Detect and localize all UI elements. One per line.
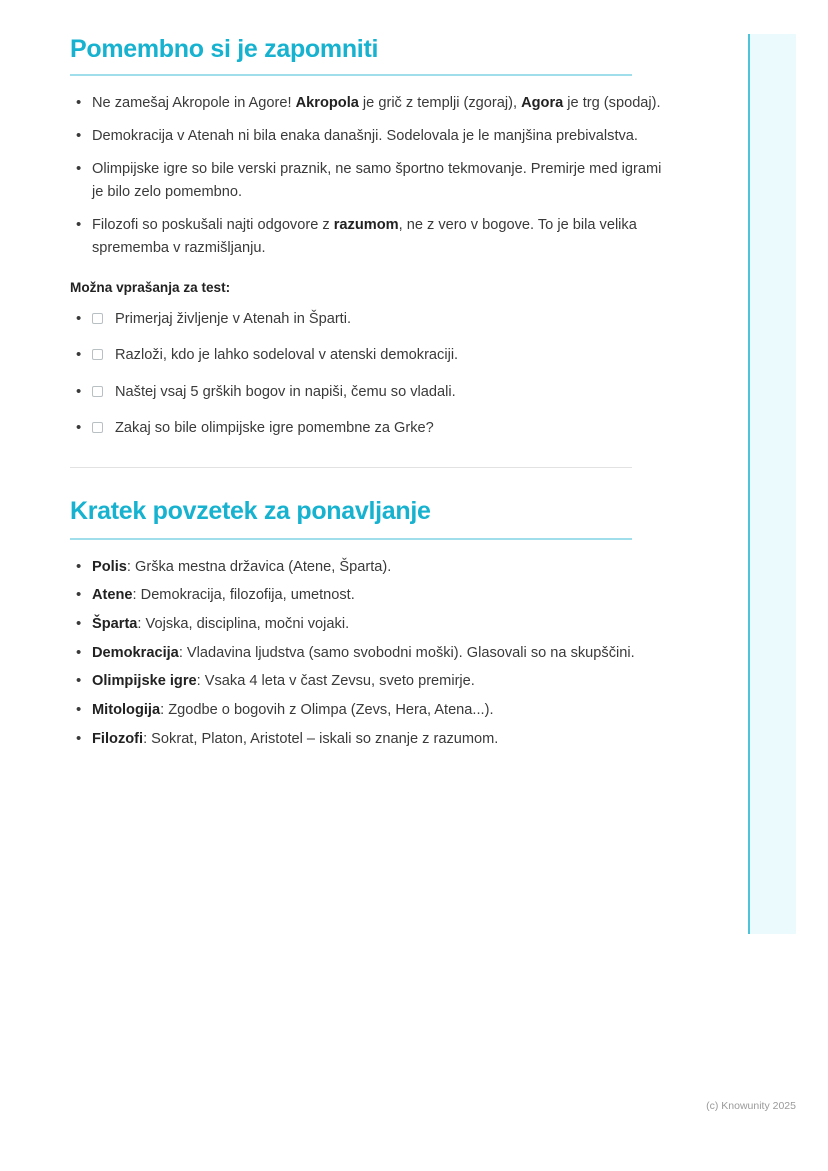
emphasis-term: Mitologija (92, 701, 161, 718)
emphasis-term: Polis (92, 558, 127, 575)
body-text: : Demokracija, filozofija, umetnost. (132, 587, 355, 604)
summary-list (70, 556, 670, 751)
list-item (92, 214, 670, 261)
body-text: : Vojska, disciplina, močni vojaki. (137, 616, 350, 632)
body-text: Olimpijske igre so bile verski praznik, ne samo športno tekmovanje. Premirje med igrami je bilo zelo pomembno. (92, 160, 662, 201)
list-item (92, 584, 670, 608)
body-text: je grič z templji (zgoraj), (358, 95, 522, 112)
list-item (92, 699, 670, 723)
list-item (92, 728, 670, 752)
emphasis-term: razumom (333, 216, 399, 233)
emphasis-term: Olimpijske igre (92, 673, 197, 690)
emphasis-term: Akropola (295, 95, 359, 112)
body-text: : Grška mestna državica (Atene, Šparta). (126, 558, 392, 575)
checklist-label: • Naštej vsaj 5 grških bogov in napiši, čemu so vladali. (115, 383, 456, 400)
list-item (92, 381, 670, 404)
emphasis-term: Demokracija (92, 644, 179, 661)
list-item (92, 125, 670, 149)
key-points-list (70, 92, 670, 261)
list-item (92, 670, 670, 694)
emphasis-term: Atene (92, 587, 133, 604)
checkbox-icon[interactable] (92, 422, 103, 433)
body-text: , ne z vero v bogove. To je bila velika sprememba v razmišljanju. (92, 216, 637, 257)
body-text: : Vsaka 4 leta v čast Zevsu, sveto premirje. (196, 673, 475, 690)
body-text: : Vladavina ljudstva (samo svobodni moški). Glasovali so na skupščini. (178, 644, 635, 661)
section-povzetek (70, 496, 670, 751)
title-underline (70, 74, 632, 76)
list-item (92, 417, 670, 440)
body-text: je trg (spodaj). (563, 95, 661, 112)
copyright-label: (c) Knowunity 2025 (706, 1100, 796, 1112)
list-item (92, 92, 670, 116)
section-divider (70, 467, 632, 468)
emphasis-term: Filozofi (92, 730, 144, 747)
summary-title: Kratek povzetek za ponavljanje (70, 497, 431, 526)
section-pomembno (70, 34, 670, 440)
body-text: Filozofi so poskušali najti odgovore z (92, 216, 334, 233)
list-item (92, 308, 670, 331)
document-content (70, 34, 670, 756)
body-text: : Zgodbe o bogovih z Olimpa (Zevs, Hera, Atena...). (160, 701, 494, 718)
decorative-side-strip (748, 34, 796, 934)
list-item (92, 556, 670, 580)
emphasis-term: Šparta (92, 616, 138, 632)
checkbox-icon[interactable] (92, 313, 103, 324)
body-text: : Sokrat, Platon, Aristotel – iskali so znanje z razumom. (143, 730, 499, 747)
checklist-label: • Zakaj so bile olimpijske igre pomembne za Grke? (115, 420, 434, 437)
list-item (92, 613, 670, 637)
test-questions-checklist (70, 308, 670, 440)
checklist-label: • Razloži, kdo je lahko sodeloval v atenski demokraciji. (115, 347, 459, 364)
list-item (92, 158, 670, 205)
list-item (92, 344, 670, 367)
possible-questions-heading: Možna vprašanja za test: (70, 280, 231, 296)
checkbox-icon[interactable] (92, 349, 103, 360)
body-text: Ne zamešaj Akropole in Agore! (92, 95, 296, 112)
list-item (92, 642, 670, 666)
emphasis-term: Agora (521, 95, 564, 112)
checkbox-icon[interactable] (92, 386, 103, 397)
summary-title-underline (70, 538, 632, 540)
page-title: Pomembno si je zapomniti (70, 35, 379, 63)
body-text: Demokracija v Atenah ni bila enaka današnji. Sodelovala je le manjšina prebivalstva. (92, 127, 638, 144)
checklist-label: • Primerjaj življenje v Atenah in Šparti. (115, 311, 352, 328)
footer (0, 1100, 796, 1112)
